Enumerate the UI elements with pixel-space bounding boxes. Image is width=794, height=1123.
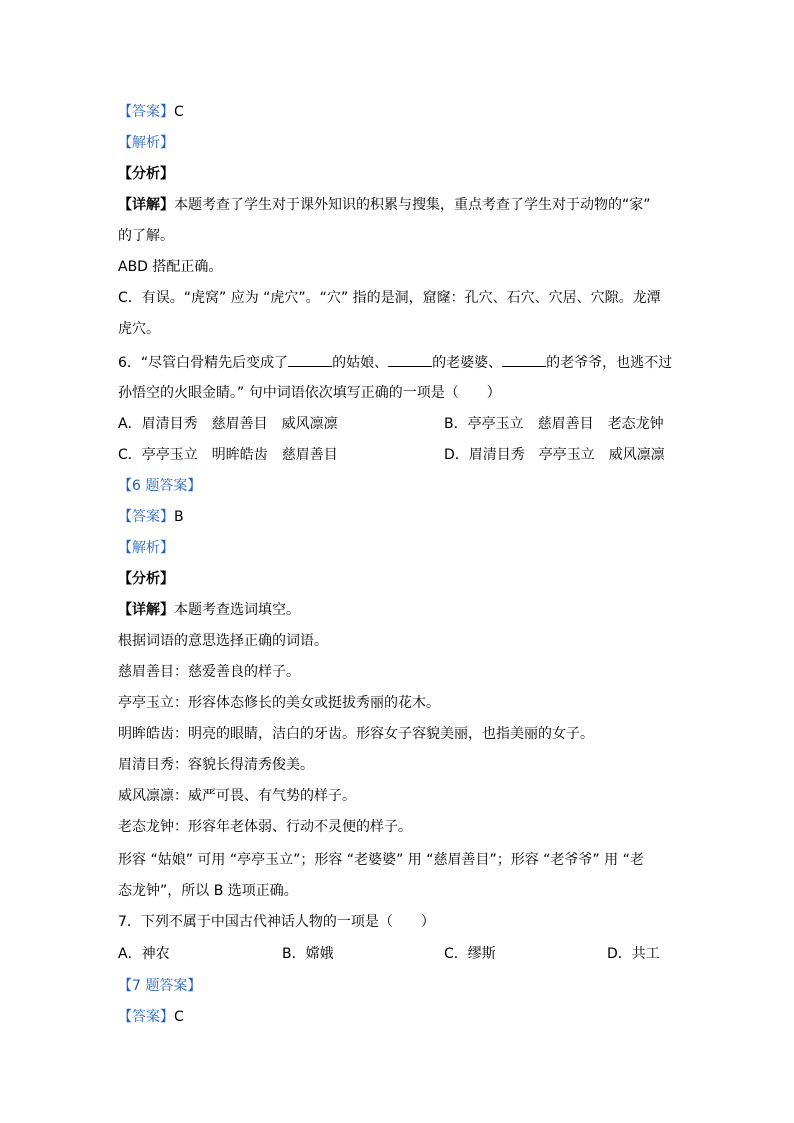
answer-line [118,102,678,122]
q6-option-a: A．眉清目秀 慈眉善目 威风凛凛 [118,416,338,432]
q6-para-5: 眉清目秀：容貌长得清秀俊美。 [118,757,314,773]
q6-para-8: 形容 “姑娘” 可用 “亭亭玉立”；形容 “老婆婆” 用 “慈眉善目”；形容 “老爷爷” 用 “老 [118,852,644,868]
q6-stem-line-2: 孙悟空的火眼金睛。” 句中词语依次填写正确的一项是（ ） [118,385,501,401]
detail-line-1 [118,195,678,215]
q7-option-c: C．缪斯 [444,946,496,962]
q6-para-1: 根据词语的意思选择正确的词语。 [118,633,328,649]
q7-option-b: B．嫦娥 [282,946,334,962]
option-c-explain-2: 虎穴。 [118,321,160,337]
q7-answer-value: C [174,1009,184,1025]
answer-value: C [174,104,184,120]
q6-answer-heading: 【6 题答案】 [118,478,202,494]
q6-stem-part-c: 的老婆婆、 [432,355,503,371]
answer-tag: 【答案】 [118,104,174,120]
q6-analysis-tag: 【解析】 [118,540,174,556]
q6-para-3: 亭亭玉立：形容体态修长的美女或挺拔秀丽的花木。 [118,695,440,711]
q6-answer-line [118,507,678,527]
q6-detail-text: 本题考查选词填空。 [174,602,300,618]
q6-option-c: C．亭亭玉立 明眸皓齿 慈眉善目 [118,447,338,463]
q7-option-a: A．神农 [118,946,170,962]
detail-line-2: 的了解。 [118,228,174,244]
analysis-tag: 【解析】 [118,135,174,151]
q6-para-4: 明眸皓齿：明亮的眼睛，洁白的牙齿。形容女子容貌美丽，也指美丽的女子。 [118,726,594,742]
q6-para-6: 威风凛凛：威严可畏、有气势的样子。 [118,788,356,804]
q7-answer-heading: 【7 题答案】 [118,978,202,994]
q6-blank-2 [388,352,432,367]
q6-detail-line [118,600,678,620]
q6-para-2: 慈眉善目：慈爱善良的样子。 [118,664,300,680]
q6-para-7: 老态龙钟：形容年老体弱、行动不灵便的样子。 [118,819,412,835]
q7-option-d: D．共工 [607,946,660,962]
q7-stem: 7．下列不属于中国古代神话人物的一项是（ ） [118,914,435,930]
q6-option-d: D．眉清目秀 亭亭玉立 威风凛凛 [444,447,665,463]
q7-answer-line [118,1007,678,1027]
q7-answer-tag: 【答案】 [118,1009,174,1025]
q6-stem-part-d: 的老爷爷，也逃不过 [546,355,673,371]
q6-para-9: 态龙钟”，所以 B 选项正确。 [118,883,298,899]
q6-detail-tag: 【详解】 [118,602,174,618]
q6-answer-tag: 【答案】 [118,509,174,525]
q6-blank-3 [502,352,546,367]
q6-answer-value: B [174,509,184,525]
detail-text: 本题考查了学生对于课外知识的积累与搜集，重点考查了学生对于动物的“家” [174,197,651,213]
breakdown-tag: 【分析】 [118,166,174,182]
q6-breakdown-tag: 【分析】 [118,571,174,587]
q6-stem-part-a: 6．“尽管白骨精先后变成了 [118,355,289,371]
option-c-explain-1: C．有误。“虎窝” 应为 “虎穴”。“穴” 指的是洞，窟窿：孔穴、石穴、穴居、穴隙。龙潭 [118,290,661,306]
q6-stem-part-b: 的姑娘、 [332,355,389,371]
q6-blank-1 [288,352,332,367]
q6-option-b: B．亭亭玉立 慈眉善目 老态龙钟 [444,416,664,432]
detail-tag: 【详解】 [118,197,174,213]
q6-stem-line-1 [118,352,678,373]
abd-line: ABD 搭配正确。 [118,259,223,275]
